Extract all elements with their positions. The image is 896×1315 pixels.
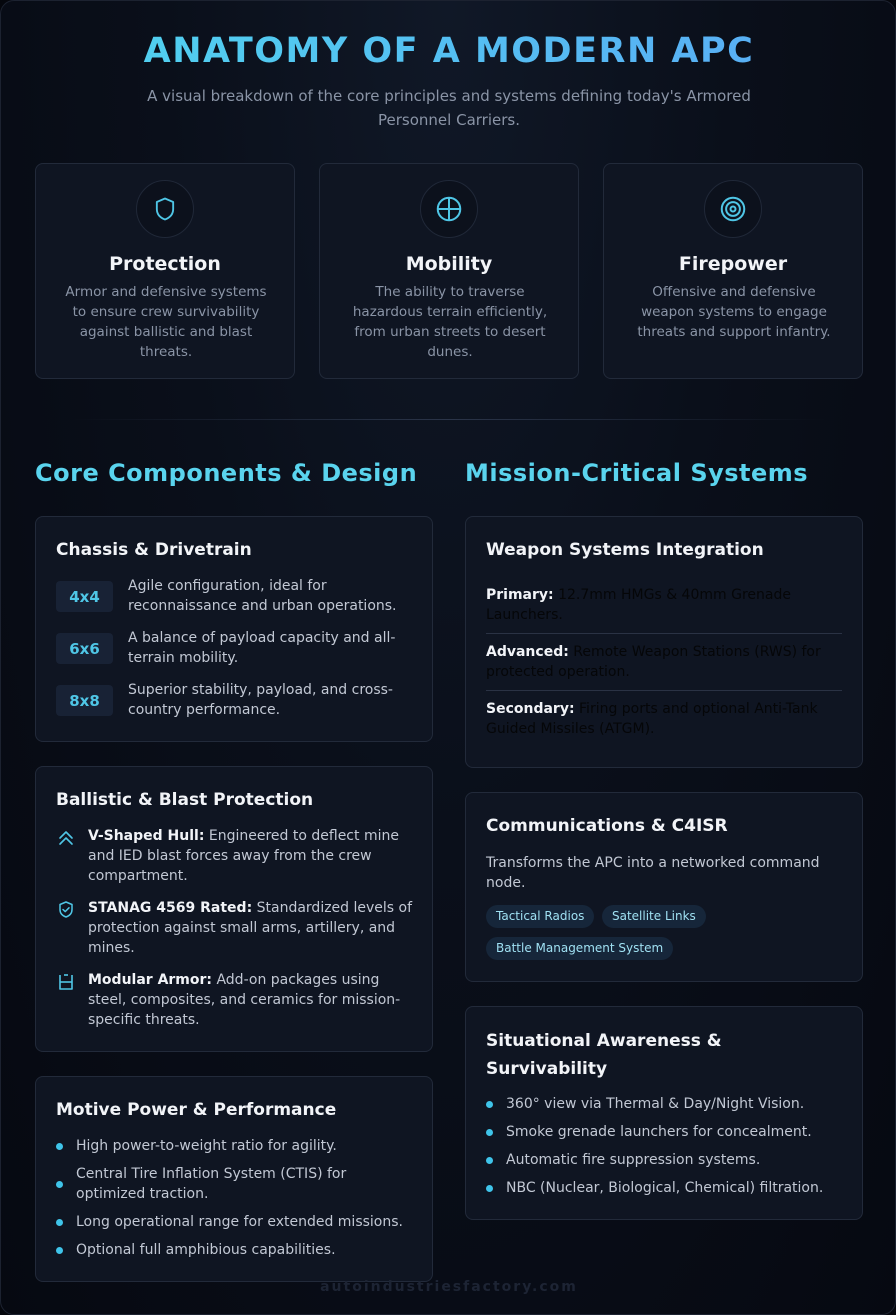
pillar-description: The ability to traverse hazardous terrain efficiently, from urban streets to desert dunes. — [352, 284, 548, 360]
protection-item-text: Engineered to deflect mine and IED blast forces away from the crew compartment. — [88, 828, 399, 884]
bullet-dot — [56, 1181, 63, 1188]
bullet-dot — [56, 1219, 63, 1226]
tag-tactical-radios: Tactical Radios — [486, 905, 594, 928]
config-badge: 6x6 — [56, 633, 113, 664]
module-icon — [56, 972, 76, 992]
protection-item-label: STANAG 4569 Rated: — [88, 900, 253, 916]
right-column-heading: Mission-Critical Systems — [465, 459, 809, 487]
row-divider — [486, 633, 842, 634]
tag-satellite-links: Satellite Links — [602, 905, 706, 928]
section-divider — [71, 419, 827, 420]
pillar-card-protection — [35, 163, 295, 379]
footer-watermark: autoindustriesfactory.com — [320, 1279, 578, 1295]
card-title: Chassis & Drivetrain — [56, 540, 252, 560]
card-title: Ballistic & Blast Protection — [56, 790, 314, 810]
pillar-card-firepower — [603, 163, 863, 379]
list-item: Smoke grenade launchers for concealment. — [486, 1122, 846, 1142]
card-title: Situational Awareness & Survivability — [486, 1031, 722, 1079]
weapon-row — [486, 642, 842, 682]
bullet-dot — [486, 1157, 493, 1164]
card-title: Motive Power & Performance — [56, 1100, 337, 1120]
pillar-description: Armor and defensive systems to ensure crew survivability against ballistic and blast threats. — [65, 284, 267, 360]
bullet-dot — [56, 1247, 63, 1254]
protection-item-text: Add-on packages using steel, composites, and ceramics for mission-specific threats. — [88, 972, 401, 1028]
protection-item-label: Modular Armor: — [88, 972, 213, 988]
target-icon — [718, 194, 748, 224]
pillar-title: Firepower — [678, 253, 788, 275]
weapon-row-label: Secondary: — [486, 701, 575, 717]
config-description: A balance of payload capacity and all-terrain mobility. — [128, 630, 396, 666]
row-divider — [486, 690, 842, 691]
weapon-row-text: 12.7mm HMGs & 40mm Grenade Launchers. — [486, 587, 791, 623]
bullet-dot — [486, 1101, 493, 1108]
pillar-title: Protection — [109, 253, 221, 275]
list-item: Central Tire Inflation System (CTIS) for optimized traction. — [56, 1164, 416, 1204]
list-item: 360° view via Thermal & Day/Night Vision. — [486, 1094, 846, 1114]
config-description: Agile configuration, ideal for reconnaissance and urban operations. — [128, 578, 397, 614]
crosshair-icon — [434, 194, 464, 224]
list-item: Optional full amphibious capabilities. — [56, 1240, 416, 1260]
protection-item — [88, 898, 418, 958]
weapon-row-label: Primary: — [486, 587, 554, 603]
pillar-icon-circle — [420, 180, 478, 238]
weapon-row — [486, 699, 842, 739]
config-badge: 4x4 — [56, 581, 113, 612]
weapon-row-text: Remote Weapon Stations (RWS) for protected operation. — [486, 644, 821, 680]
shield-icon — [151, 195, 179, 223]
weapons-card — [465, 516, 863, 768]
pillar-card-mobility — [319, 163, 579, 379]
weapon-row-text: Firing ports and optional Anti-Tank Guided Missiles (ATGM). — [486, 701, 818, 737]
page-title: ANATOMY OF A MODERN APC — [1, 31, 896, 71]
list-item: Automatic fire suppression systems. — [486, 1150, 846, 1170]
card-title: Weapon Systems Integration — [486, 540, 764, 560]
shield-check-icon — [56, 900, 76, 920]
power-card — [35, 1076, 433, 1282]
protection-card — [35, 766, 433, 1052]
card-title: Communications & C4ISR — [486, 816, 728, 836]
bullet-dot — [486, 1129, 493, 1136]
tag-battle-management-system: Battle Management System — [486, 937, 673, 960]
protection-item-text: Standardized levels of protection against small arms, artillery, and mines. — [88, 900, 413, 956]
protection-item — [88, 826, 418, 886]
pillar-description: Offensive and defensive weapon systems to engage threats and support infantry. — [637, 284, 831, 340]
pillar-icon-circle — [136, 180, 194, 238]
weapon-row-label: Advanced: — [486, 644, 569, 660]
awareness-card — [465, 1006, 863, 1220]
double-chevron-up-icon — [56, 828, 76, 848]
protection-item-label: V-Shaped Hull: — [88, 828, 205, 844]
bullet-dot — [56, 1143, 63, 1150]
comms-description: Transforms the APC into a networked command node. — [486, 855, 820, 891]
protection-item — [88, 970, 418, 1030]
chassis-card — [35, 516, 433, 742]
list-item: Long operational range for extended missions. — [56, 1212, 416, 1232]
config-badge: 8x8 — [56, 685, 113, 716]
pillar-title: Mobility — [405, 253, 493, 275]
bullet-dot — [486, 1185, 493, 1192]
left-column-heading: Core Components & Design — [35, 459, 418, 487]
list-item: High power-to-weight ratio for agility. — [56, 1136, 416, 1156]
weapon-row — [486, 585, 842, 625]
config-description: Superior stability, payload, and cross-country performance. — [128, 682, 393, 718]
pillar-icon-circle — [704, 180, 762, 238]
comms-card — [465, 792, 863, 982]
list-item: NBC (Nuclear, Biological, Chemical) filtration. — [486, 1178, 846, 1198]
page-subtitle: A visual breakdown of the core principles and systems defining today's Armored Personnel Carriers. — [147, 87, 751, 129]
